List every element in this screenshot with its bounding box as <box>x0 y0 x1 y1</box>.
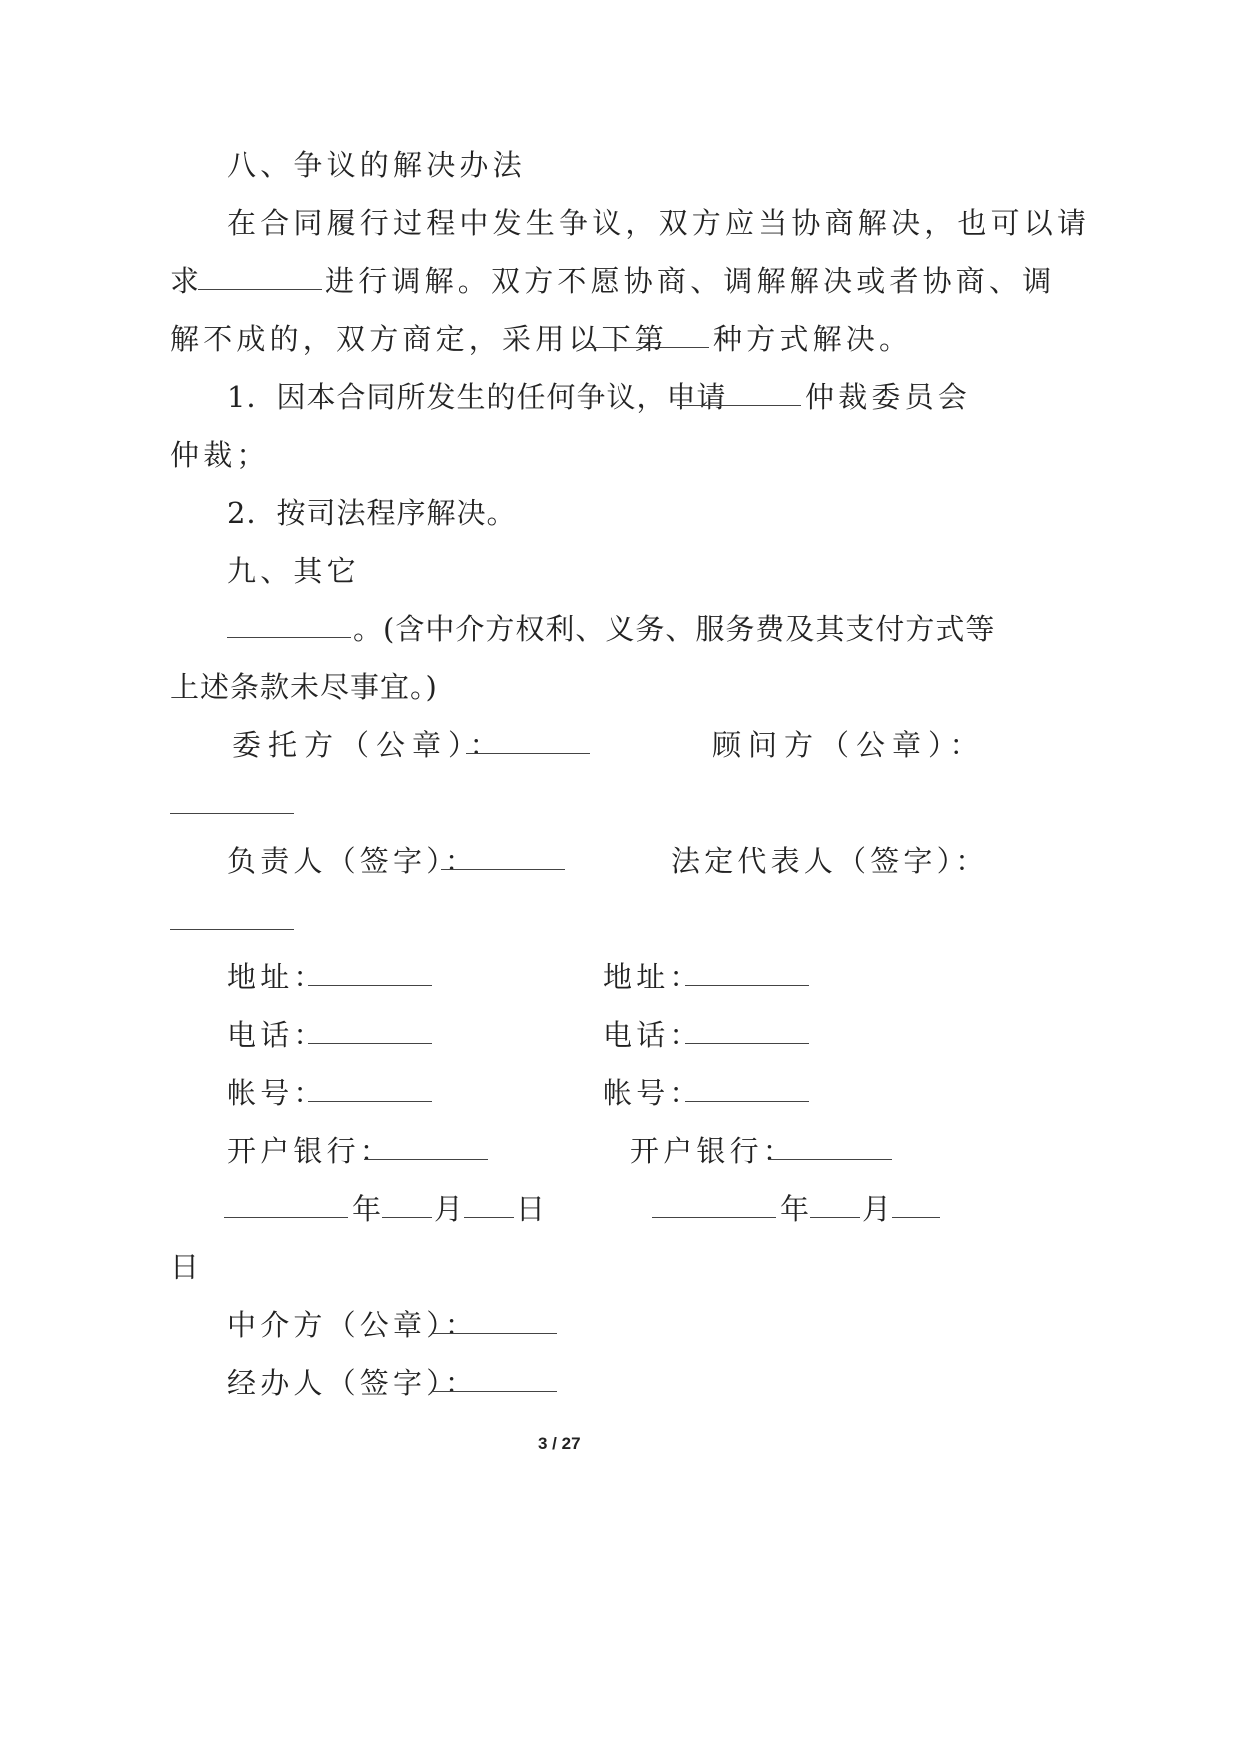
arbitration-commission-blank[interactable] <box>677 405 801 406</box>
client-date-year-label: 年 <box>352 1192 386 1226</box>
advisor-address-label: 地址： <box>603 960 703 994</box>
client-seal-label: 委托方（公章）： <box>232 728 506 762</box>
section-8-paragraph-line-3b: 种方式解决。 <box>713 322 913 356</box>
broker-seal-label: 中介方（公章）： <box>227 1308 479 1342</box>
section-8-paragraph-line-3a: 解不成的，双方商定，采用以下第 <box>170 322 669 356</box>
broker-seal-blank[interactable] <box>433 1333 557 1334</box>
client-date-month-blank[interactable] <box>382 1217 432 1218</box>
section-9-paragraph-line-2: 上述条款未尽事宜。) <box>170 670 438 704</box>
item-1-text-c: 仲裁； <box>170 438 270 472</box>
advisor-seal-blank[interactable] <box>170 813 294 814</box>
section-8-paragraph-line-2b: 进行调解。双方不愿协商、调解解决或者协商、调 <box>325 264 1056 298</box>
client-date-month-label: 月 <box>434 1192 468 1226</box>
advisor-date-day-label: 日 <box>170 1250 204 1284</box>
legal-representative-label: 法定代表人（签字）： <box>671 844 989 878</box>
handler-label: 经办人（签字）： <box>227 1366 479 1400</box>
client-date-day-blank[interactable] <box>464 1217 514 1218</box>
client-bank-label: 开户银行： <box>227 1134 394 1168</box>
handler-blank[interactable] <box>433 1391 557 1392</box>
responsible-person-label: 负责人（签字）： <box>227 844 479 878</box>
advisor-account-blank[interactable] <box>685 1101 809 1102</box>
client-phone-label: 电话： <box>227 1018 327 1052</box>
client-address-blank[interactable] <box>308 985 432 986</box>
client-date-year-blank[interactable] <box>224 1217 348 1218</box>
page-number: 3 / 27 <box>538 1434 581 1453</box>
section-8-heading: 八、争议的解决办法 <box>227 148 526 182</box>
advisor-date-day-blank[interactable] <box>892 1217 940 1218</box>
other-terms-blank[interactable] <box>227 637 351 638</box>
advisor-date-year-blank[interactable] <box>652 1217 776 1218</box>
advisor-date-year-label: 年 <box>780 1192 814 1226</box>
client-account-label: 帐号： <box>227 1076 327 1110</box>
responsible-person-blank[interactable] <box>441 869 565 870</box>
item-1-text: 1．因本合同所发生的任何争议，申请 <box>227 380 727 414</box>
advisor-date-month-blank[interactable] <box>810 1217 860 1218</box>
client-address-label: 地址： <box>227 960 327 994</box>
client-date-day-label: 日 <box>516 1192 550 1226</box>
section-9-paragraph-line-1: 。(含中介方权利、义务、服务费及其支付方式等 <box>353 612 996 646</box>
advisor-phone-label: 电话： <box>603 1018 703 1052</box>
advisor-bank-label: 开户银行： <box>630 1134 797 1168</box>
advisor-phone-blank[interactable] <box>685 1043 809 1044</box>
advisor-address-blank[interactable] <box>685 985 809 986</box>
client-bank-blank[interactable] <box>364 1159 488 1160</box>
client-account-blank[interactable] <box>308 1101 432 1102</box>
mediator-blank[interactable] <box>198 289 322 290</box>
advisor-bank-blank[interactable] <box>768 1159 892 1160</box>
item-1-text-b: 仲裁委员会 <box>805 380 972 414</box>
client-phone-blank[interactable] <box>308 1043 432 1044</box>
advisor-date-month-label: 月 <box>862 1192 896 1226</box>
section-8-paragraph-line-2a: 求 <box>170 264 204 298</box>
item-2-text: 2．按司法程序解决。 <box>227 496 517 530</box>
advisor-account-label: 帐号： <box>603 1076 703 1110</box>
section-8-paragraph-line-1: 在合同履行过程中发生争议，双方应当协商解决，也可以请 <box>227 206 1091 240</box>
section-9-heading: 九、其它 <box>227 554 360 588</box>
advisor-seal-label: 顾问方（公章）： <box>712 728 986 762</box>
legal-representative-blank[interactable] <box>170 929 294 930</box>
method-number-blank[interactable] <box>585 347 709 348</box>
client-seal-blank[interactable] <box>466 753 590 754</box>
